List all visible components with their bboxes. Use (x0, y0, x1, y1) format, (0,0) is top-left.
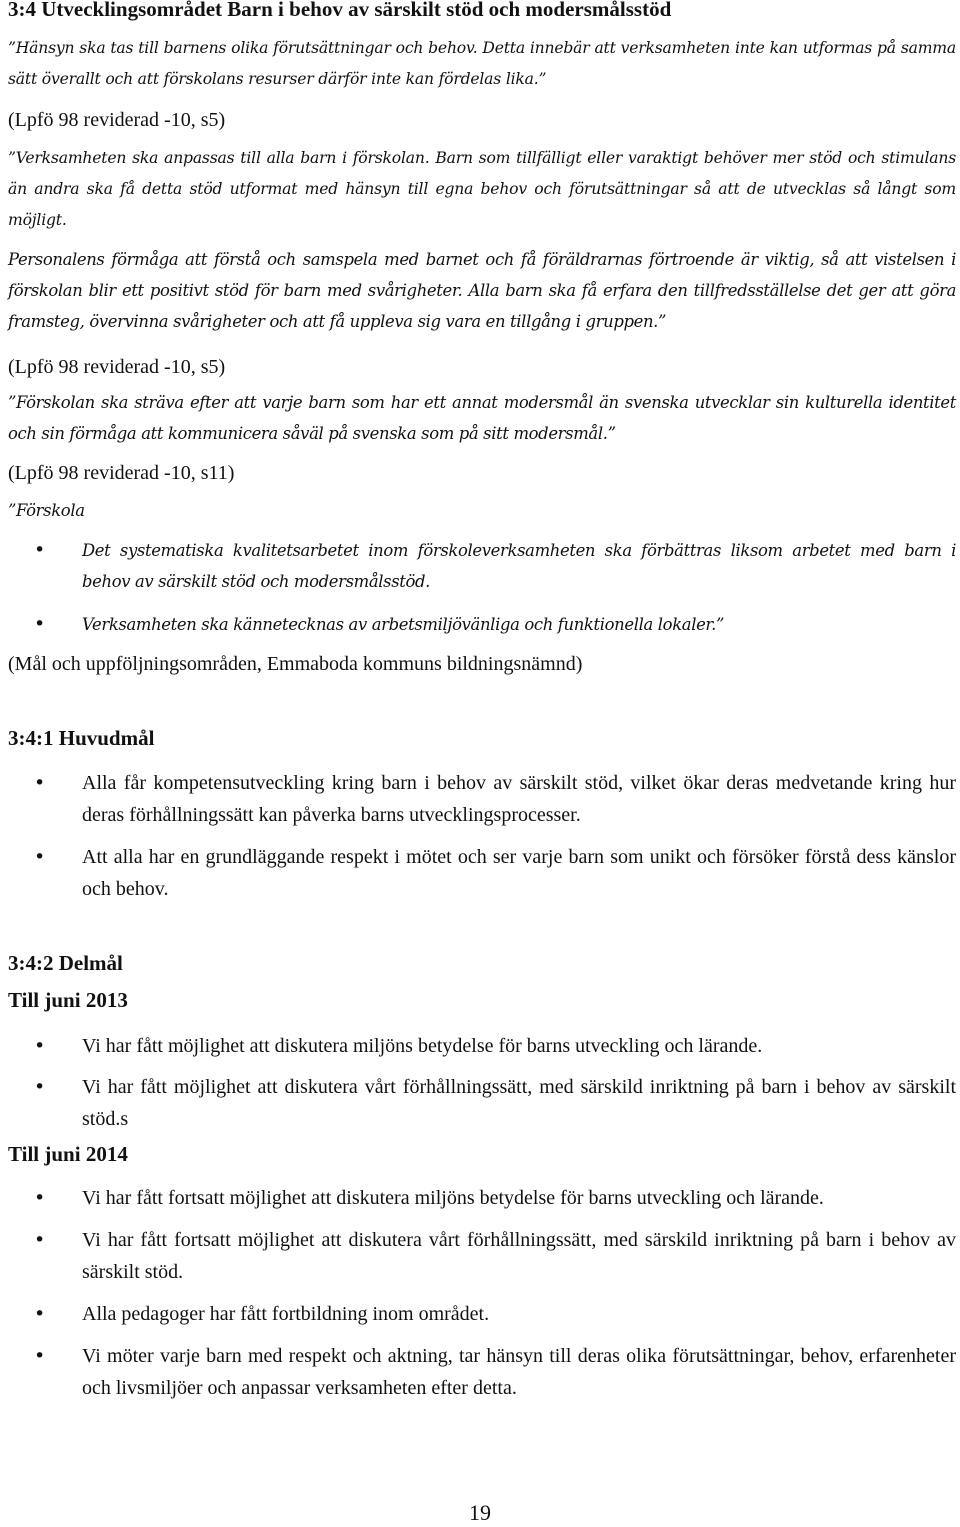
list-item: • Det systematiska kvalitetsarbetet inom förskoleverksamheten ska förbättras liksom arbetet med barn i behov av särskilt stöd och modersmålsstöd. (8, 535, 956, 597)
reference: (Lpfö 98 reviderad -10, s5) (8, 109, 226, 131)
quote-intro: ”Förskola (8, 501, 85, 520)
list-item: • Verksamheten ska kännetecknas av arbetsmiljövänliga och funktionella lokaler.” (8, 609, 956, 640)
reference: (Lpfö 98 reviderad -10, s5) (8, 356, 226, 378)
list-item: • Alla pedagoger har fått fortbildning inom området. (8, 1298, 956, 1330)
list-item: • Vi möter varje barn med respekt och aktning, tar hänsyn till deras olika förutsättningar, behov, erfarenheter och livsmiljöer och anpassar verksamheten efter detta. (8, 1340, 956, 1404)
delmal-heading: 3:4:2 Delmål (8, 951, 123, 975)
list-item: • Vi har fått möjlighet att diskutera vårt förhållningssätt, med särskild inriktning på barn i behov av särskilt stöd.s (8, 1071, 956, 1135)
list-item: • Vi har fått fortsatt möjlighet att diskutera vårt förhållningssätt, med särskild inriktning på barn i behov av särskilt stöd. (8, 1224, 956, 1288)
quote-paragraph: ”Verksamheten ska anpassas till alla barn i förskolan. Barn som tillfälligt eller varaktigt behöver mer stöd och stimulans än andra ska få detta stöd utformat med hänsyn till egna behov och förutsättningar så att de utvecklas så långt som möjligt. (8, 149, 956, 229)
quote-paragraph: ”Hänsyn ska tas till barnens olika förutsättningar och behov. Detta innebär att verksamheten inte kan utformas på samma sätt överallt och att förskolans resurser därför inte kan fördelas lika.” (8, 39, 956, 88)
section-title: 3:4 Utvecklingsområdet Barn i behov av särskilt stöd och modersmålsstöd (8, 0, 672, 21)
quote-paragraph: ”Förskolan ska sträva efter att varje barn som har ett annat modersmål än svenska utvecklar sin kulturella identitet och sin förmåga att kommunicera såväl på svenska som på sitt modersmål.” (8, 393, 956, 443)
huvudmal-list (8, 767, 956, 905)
quote-paragraph: Personalens förmåga att förstå och samspela med barnet och få föräldrarnas förtroende är viktig, så att vistelsen i förskolan blir ett positivt stöd för barn med svårigheter. Alla barn ska få erfara den tillfredsställelse det ger att göra framsteg, övervinna svårigheter och att få uppleva sig vara en tillgång i gruppen.” (8, 250, 956, 331)
list-item: • Alla får kompetensutveckling kring barn i behov av särskilt stöd, vilket ökar deras medvetande kring hur deras förhållningssätt kan påverka barns utvecklingsprocesser. (8, 767, 956, 831)
period-heading: Till juni 2014 (8, 1142, 128, 1166)
delmal-list-2014 (8, 1182, 956, 1404)
reference: (Lpfö 98 reviderad -10, s11) (8, 462, 235, 484)
delmal-list-2013 (8, 1030, 956, 1135)
page-number: 19 (469, 1500, 491, 1525)
huvudmal-heading: 3:4:1 Huvudmål (8, 726, 155, 750)
reference: (Mål och uppföljningsområden, Emmaboda kommuns bildningsnämnd) (8, 653, 583, 675)
list-item: • Vi har fått fortsatt möjlighet att diskutera miljöns betydelse för barns utveckling och lärande. (8, 1182, 956, 1214)
period-heading: Till juni 2013 (8, 988, 128, 1012)
quote-bullet-list (8, 535, 956, 640)
list-item: • Vi har fått möjlighet att diskutera miljöns betydelse för barns utveckling och lärande. (8, 1030, 956, 1062)
list-item: • Att alla har en grundläggande respekt i mötet och ser varje barn som unikt och försöker förstå dess känslor och behov. (8, 841, 956, 905)
